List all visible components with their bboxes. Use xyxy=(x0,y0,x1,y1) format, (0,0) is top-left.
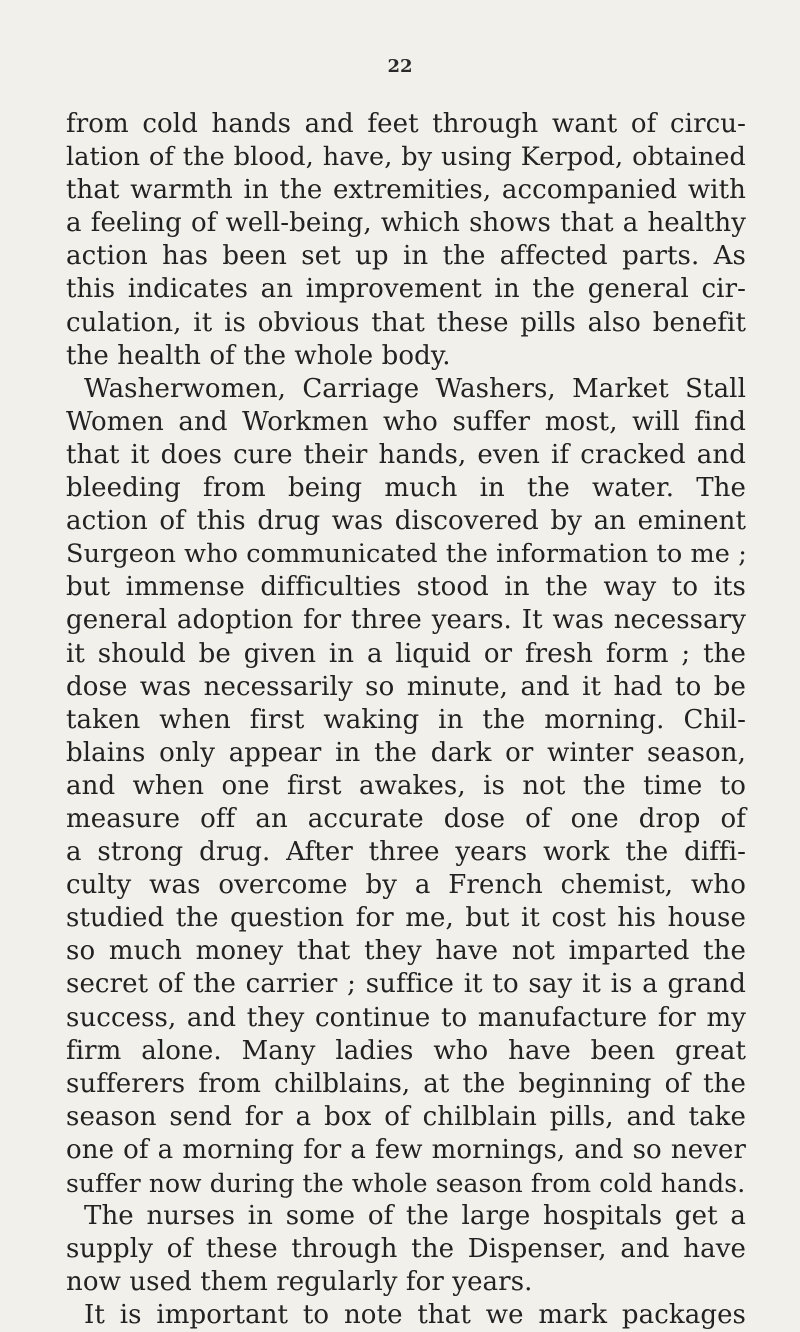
text-line: taken when first waking in the morning. Chil- xyxy=(66,704,746,735)
text-line: that warmth in the extremities, accompanied with xyxy=(66,175,746,206)
text-line: firm alone. Many ladies who have been great xyxy=(66,1035,746,1066)
text-line: It is important to note that we mark packages xyxy=(84,1300,746,1331)
text-line: culation, it is obvious that these pills also benefit xyxy=(66,307,746,338)
text-line: one of a morning for a few mornings, and so never xyxy=(66,1134,746,1165)
text-line: that it does cure their hands, even if cracked and xyxy=(66,439,746,470)
page-number: 22 xyxy=(387,56,413,77)
text-line: general adoption for three years. It was necessary xyxy=(66,605,746,636)
text-line: it should be given in a liquid or fresh form ; the xyxy=(66,638,746,669)
text-line: a feeling of well-being, which shows that a healthy xyxy=(66,208,746,239)
text-line: lation of the blood, have, by using Kerpod, obtained xyxy=(66,142,746,173)
text-line: now used them regularly for years. xyxy=(66,1267,533,1298)
text-line: measure off an accurate dose of one drop of xyxy=(66,803,746,834)
text-line: and when one first awakes, is not the time to xyxy=(66,770,746,801)
text-line: Washerwomen, Carriage Washers, Market Stall xyxy=(84,373,746,404)
text-line: dose was necessarily so minute, and it had to be xyxy=(66,671,746,702)
text-line: season send for a box of chilblain pills, and take xyxy=(66,1101,746,1132)
text-line: action of this drug was discovered by an eminent xyxy=(66,506,746,537)
text-line: The nurses in some of the large hospitals get a xyxy=(84,1201,746,1232)
text-line: the health of the whole body. xyxy=(66,340,451,371)
text-line: Surgeon who communicated the information to me ; xyxy=(66,539,747,570)
text-line: secret of the carrier ; suffice it to say it is a grand xyxy=(66,969,746,1000)
text-line: success, and they continue to manufacture for my xyxy=(66,1002,746,1033)
text-line: bleeding from being much in the water. The xyxy=(66,473,746,504)
text-line: blains only appear in the dark or winter season, xyxy=(66,737,746,768)
text-line: action has been set up in the affected parts. As xyxy=(66,241,746,272)
text-line: supply of these through the Dispenser, and have xyxy=(66,1234,746,1265)
text-line: sufferers from chilblains, at the beginning of the xyxy=(66,1068,746,1099)
text-line: Women and Workmen who suffer most, will find xyxy=(66,406,746,437)
text-line: from cold hands and feet through want of circu- xyxy=(66,109,746,139)
body-text xyxy=(66,108,746,1332)
text-line: but immense difficulties stood in the way to its xyxy=(66,572,746,603)
text-line: a strong drug. After three years work the diffi- xyxy=(66,837,746,868)
text-line: studied the question for me, but it cost his house xyxy=(66,903,746,934)
text-line: this indicates an improvement in the general cir- xyxy=(66,274,746,305)
text-line: culty was overcome by a French chemist, who xyxy=(66,870,746,901)
text-line: so much money that they have not imparted the xyxy=(66,936,746,967)
text-line: suffer now during the whole season from cold hands. xyxy=(66,1169,746,1198)
